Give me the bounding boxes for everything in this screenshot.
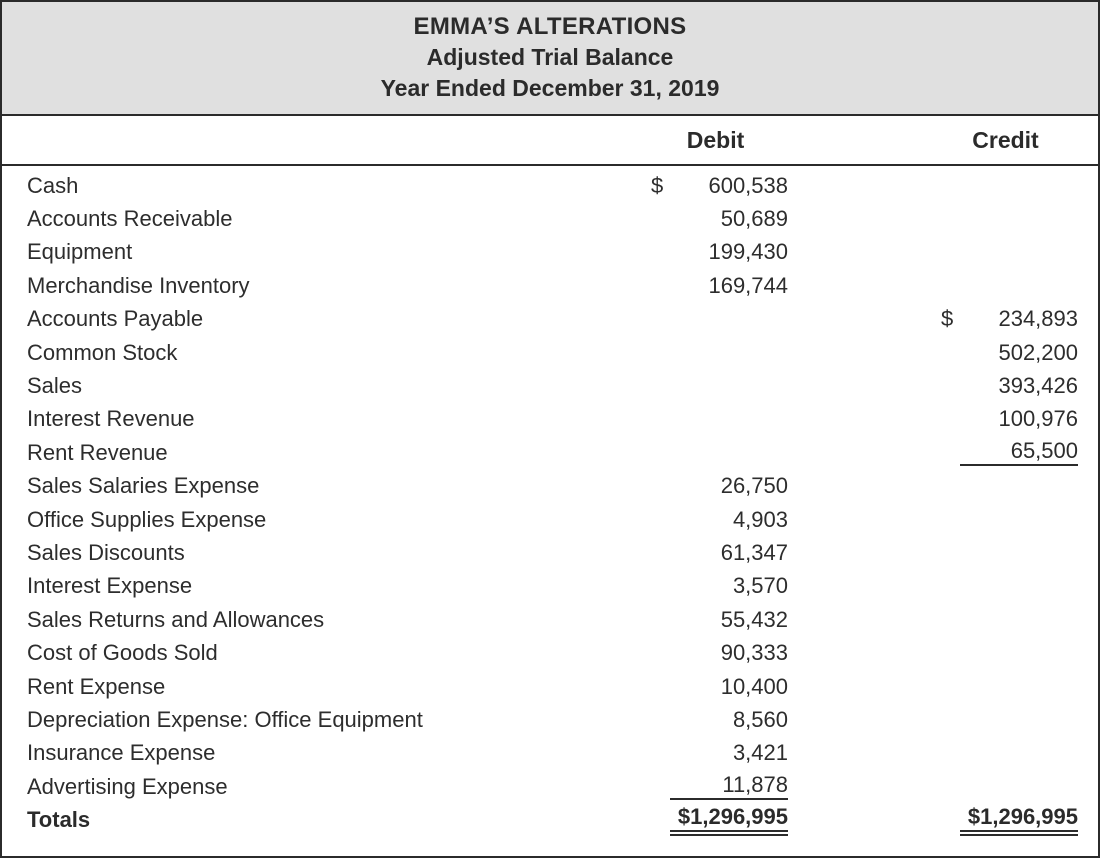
- debit-cell: [643, 202, 788, 235]
- account-label: Insurance Expense: [27, 740, 216, 766]
- account-label: Interest Revenue: [27, 406, 195, 432]
- debit-amount-underlined: 11,878: [670, 773, 788, 800]
- credit-amount: 502,200: [998, 339, 1078, 365]
- credit-cell: [933, 603, 1078, 636]
- account-label: Rent Expense: [27, 673, 166, 699]
- table-row-interest-revenue: [2, 403, 1098, 436]
- credit-cell: [933, 470, 1078, 503]
- debit-amount: 10,400: [720, 673, 788, 699]
- debit-cell: [643, 737, 788, 770]
- account-label: Interest Expense: [27, 573, 193, 599]
- account-label: Depreciation Expense: Office Equipment: [27, 706, 423, 732]
- debit-column-header: Debit: [686, 126, 745, 153]
- credit-cell: [933, 636, 1078, 669]
- credit-cell: [933, 670, 1078, 703]
- account-label: Office Supplies Expense: [27, 506, 267, 532]
- credit-amount: 100,976: [998, 406, 1078, 432]
- table-row-common-stock: [2, 336, 1098, 369]
- account-label: Common Stock: [27, 339, 178, 365]
- credit-cell: [933, 570, 1078, 603]
- table-row-accounts-receivable: [2, 202, 1098, 235]
- account-label: Accounts Payable: [27, 306, 204, 332]
- debit-amount: 3,421: [732, 740, 788, 766]
- credit-cell: [933, 536, 1078, 569]
- table-row-interest-expense: [2, 570, 1098, 603]
- debit-cell: [643, 770, 788, 803]
- debit-cell: [643, 269, 788, 302]
- table-row-cost-of-goods-sold: [2, 636, 1098, 669]
- debit-cell: [643, 636, 788, 669]
- account-label: Advertising Expense: [27, 773, 228, 799]
- credit-total-amount: $1,296,995: [960, 805, 1078, 836]
- account-label: Rent Revenue: [27, 439, 168, 465]
- account-label: Cost of Goods Sold: [27, 640, 218, 666]
- statement-header: [2, 2, 1098, 116]
- debit-cell: [643, 169, 788, 202]
- credit-cell: [933, 202, 1078, 235]
- debit-cell: [643, 369, 788, 402]
- debit-cell: [643, 536, 788, 569]
- credit-total-cell: [933, 803, 1078, 836]
- credit-amount: 234,893: [998, 306, 1078, 332]
- credit-cell: [933, 770, 1078, 803]
- debit-amount: 90,333: [720, 640, 788, 666]
- debit-amount: 169,744: [708, 272, 788, 298]
- table-row-insurance-expense: [2, 737, 1098, 770]
- account-label: Equipment: [27, 239, 133, 265]
- currency-symbol: $: [651, 172, 664, 198]
- account-label: Cash: [27, 172, 79, 198]
- debit-amount: 600,538: [708, 172, 788, 198]
- table-row-sales: [2, 369, 1098, 402]
- currency-symbol: $: [941, 306, 954, 332]
- column-header-row: [2, 116, 1098, 166]
- table-row-equipment: [2, 236, 1098, 269]
- debit-amount: 4,903: [732, 506, 788, 532]
- statement-period: Year Ended December 31, 2019: [380, 75, 720, 101]
- debit-total-cell: [643, 803, 788, 836]
- credit-cell: [933, 436, 1078, 469]
- credit-column-header: Credit: [972, 126, 1039, 153]
- account-label: Sales Discounts: [27, 539, 185, 565]
- credit-cell: [933, 303, 1078, 336]
- debit-cell: [643, 336, 788, 369]
- debit-cell: [643, 236, 788, 269]
- debit-cell: [643, 303, 788, 336]
- credit-cell: [933, 703, 1078, 736]
- table-row-sales-salaries-expense: [2, 470, 1098, 503]
- debit-amount: 55,432: [720, 606, 788, 632]
- table-row-sales-returns-and-allowances: [2, 603, 1098, 636]
- debit-amount: 199,430: [708, 239, 788, 265]
- debit-amount: 50,689: [720, 206, 788, 232]
- account-label: Sales Returns and Allowances: [27, 606, 325, 632]
- totals-label: Totals: [27, 807, 91, 833]
- debit-cell: [643, 670, 788, 703]
- credit-cell: [933, 236, 1078, 269]
- debit-cell: [643, 503, 788, 536]
- table-row-depreciation-expense-office-equipment: [2, 703, 1098, 736]
- table-row-merchandise-inventory: [2, 269, 1098, 302]
- table-row-advertising-expense: [2, 770, 1098, 803]
- table-row-rent-revenue: [2, 436, 1098, 469]
- debit-total-amount: $1,296,995: [670, 805, 788, 836]
- credit-cell: [933, 737, 1078, 770]
- credit-cell: [933, 369, 1078, 402]
- table-row-rent-expense: [2, 670, 1098, 703]
- account-label: Sales Salaries Expense: [27, 473, 260, 499]
- credit-amount: 393,426: [998, 373, 1078, 399]
- table-row-cash: [2, 169, 1098, 202]
- account-label: Accounts Receivable: [27, 206, 233, 232]
- credit-cell: [933, 336, 1078, 369]
- debit-cell: [643, 436, 788, 469]
- totals-row: [2, 803, 1098, 836]
- credit-cell: [933, 269, 1078, 302]
- table-row-accounts-payable: [2, 303, 1098, 336]
- debit-cell: [643, 570, 788, 603]
- table-row-office-supplies-expense: [2, 503, 1098, 536]
- credit-cell: [933, 169, 1078, 202]
- company-name: EMMA’S ALTERATIONS: [413, 13, 687, 40]
- debit-cell: [643, 703, 788, 736]
- credit-cell: [933, 403, 1078, 436]
- debit-amount: 8,560: [732, 706, 788, 732]
- account-label: Merchandise Inventory: [27, 272, 250, 298]
- debit-cell: [643, 403, 788, 436]
- table-body: [2, 166, 1098, 837]
- table-row-sales-discounts: [2, 536, 1098, 569]
- debit-cell: [643, 470, 788, 503]
- statement-title: Adjusted Trial Balance: [426, 44, 674, 70]
- account-label: Sales: [27, 373, 83, 399]
- debit-amount: 3,570: [732, 573, 788, 599]
- debit-amount: 61,347: [720, 539, 788, 565]
- debit-amount: 26,750: [720, 473, 788, 499]
- credit-cell: [933, 503, 1078, 536]
- debit-cell: [643, 603, 788, 636]
- credit-amount-underlined: 65,500: [960, 439, 1078, 466]
